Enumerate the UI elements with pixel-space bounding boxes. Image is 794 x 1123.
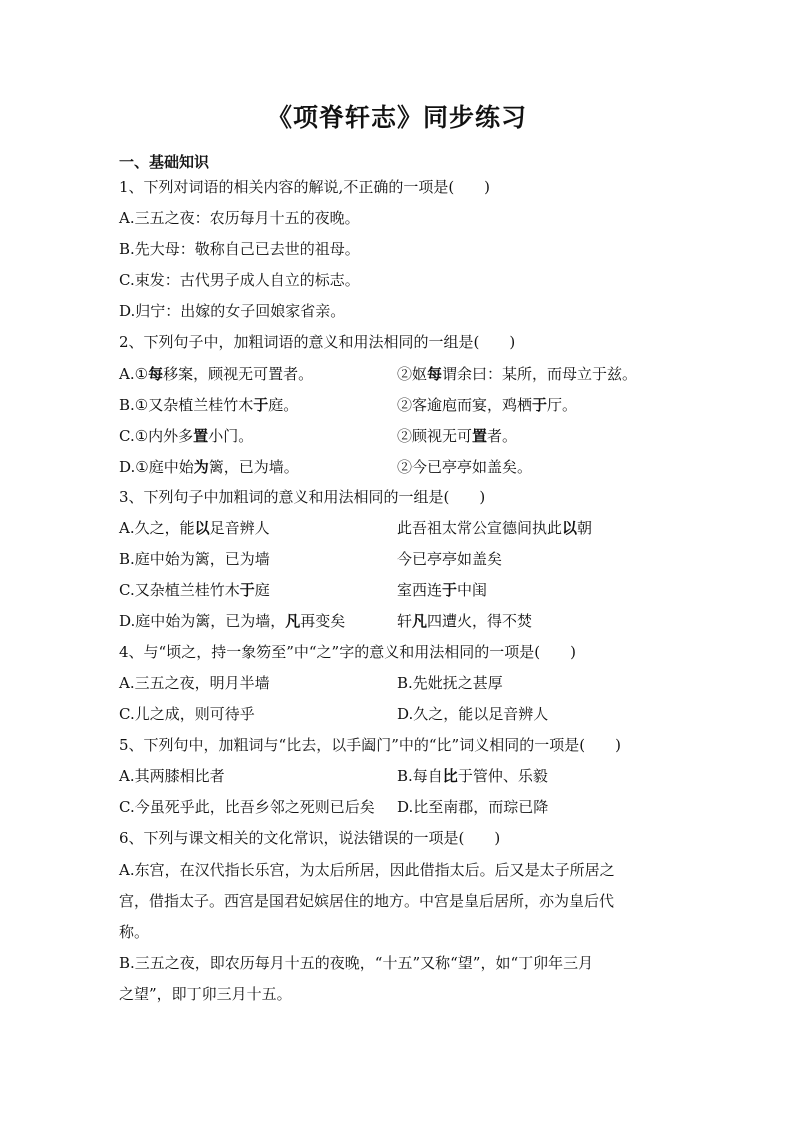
question-3-option-b-1: B.庭中始为篱，已为墙: [119, 550, 270, 568]
question-1-option-b: B.先大母：敬称自己已去世的祖母。: [119, 240, 360, 258]
page-title: 《项脊轩志》同步练习: [266, 103, 527, 132]
question-5-option-a: A.其两膝相比者: [119, 767, 225, 785]
question-4-option-b: B.先妣抚之甚厚: [397, 674, 503, 692]
question-3-option-c-2: 室西连于中闺: [397, 581, 488, 599]
section-heading: 一、基础知识: [119, 153, 210, 171]
question-4-option-c: C.儿之成，则可待乎: [119, 705, 255, 723]
question-1-option-d: D.归宁：出嫁的女子回娘家省亲。: [119, 302, 346, 320]
question-6-option-a-line-1: A.东宫，在汉代指长乐宫，为太后所居，因此借指太后。后又是太子所居之: [119, 861, 615, 879]
question-3-option-d-1: D.庭中始为篱，已为墙，凡再变矣: [119, 612, 346, 630]
question-6-option-a-line-2: 宫，借指太子。西宫是国君妃嫔居住的地方。中宫是皇后居所，亦为皇后代: [119, 892, 615, 910]
question-3-option-d-2: 轩凡四遭火，得不焚: [397, 612, 533, 630]
question-2-option-c-2: ②顾视无可置者。: [397, 427, 518, 445]
question-1-option-a: A.三五之夜：农历每月十五的夜晚。: [119, 209, 360, 227]
question-4-option-d: D.久之，能以足音辨人: [397, 705, 549, 723]
question-5-stem: 5、下列句中，加粗词与“比去，以手阖门”中的“比”词义相同的一项是( ): [119, 736, 621, 754]
question-1-option-c: C.束发：古代男子成人自立的标志。: [119, 271, 360, 289]
question-6-option-b-line-1: B.三五之夜，即农历每月十五的夜晚，“十五”又称“望”，如“丁卯年三月: [119, 954, 594, 972]
question-2-option-b-2: ②客逾庖而宴，鸡栖于厅。: [397, 396, 578, 414]
question-1-stem: 1、下列对词语的相关内容的解说,不正确的一项是( ): [119, 178, 491, 196]
question-3-option-b-2: 今已亭亭如盖矣: [397, 550, 503, 568]
question-2-option-d-2: ②今已亭亭如盖矣。: [397, 458, 533, 476]
question-5-option-c: C.今虽死乎此，比吾乡邻之死则已后矣: [119, 798, 375, 816]
question-2-option-a-2: ②妪每谓余曰：某所，而母立于兹。: [397, 365, 638, 383]
question-6-option-b-line-2: 之望”，即丁卯三月十五。: [119, 985, 292, 1003]
question-2-option-d-1: D.①庭中始为篱，已为墙。: [119, 458, 299, 476]
question-2-stem: 2、下列句子中，加粗词语的意义和用法相同的一组是( ): [119, 333, 516, 351]
question-5-option-b: B.每自比于管仲、乐毅: [397, 767, 548, 785]
question-4-option-a: A.三五之夜，明月半墙: [119, 674, 270, 692]
question-6-stem: 6、下列与课文相关的文化常识，说法错误的一项是( ): [119, 829, 501, 847]
question-4-stem: 4、与“顷之，持一象笏至”中“之”字的意义和用法相同的一项是( ): [119, 643, 576, 661]
question-3-stem: 3、下列句子中加粗词的意义和用法相同的一组是( ): [119, 488, 486, 506]
question-3-option-a-2: 此吾祖太常公宣德间执此以朝: [397, 519, 593, 537]
question-2-option-c-1: C.①内外多置小门。: [119, 427, 254, 445]
question-6-option-a-line-3: 称。: [119, 923, 150, 941]
question-5-option-d: D.比至南郡，而琮已降: [397, 798, 549, 816]
question-2-option-a-1: A.①每移案，顾视无可置者。: [119, 365, 314, 383]
question-3-option-a-1: A.久之，能以足音辨人: [119, 519, 270, 537]
question-2-option-b-1: B.①又杂植兰桂竹木于庭。: [119, 396, 299, 414]
question-3-option-c-1: C.又杂植兰桂竹木于庭: [119, 581, 270, 599]
